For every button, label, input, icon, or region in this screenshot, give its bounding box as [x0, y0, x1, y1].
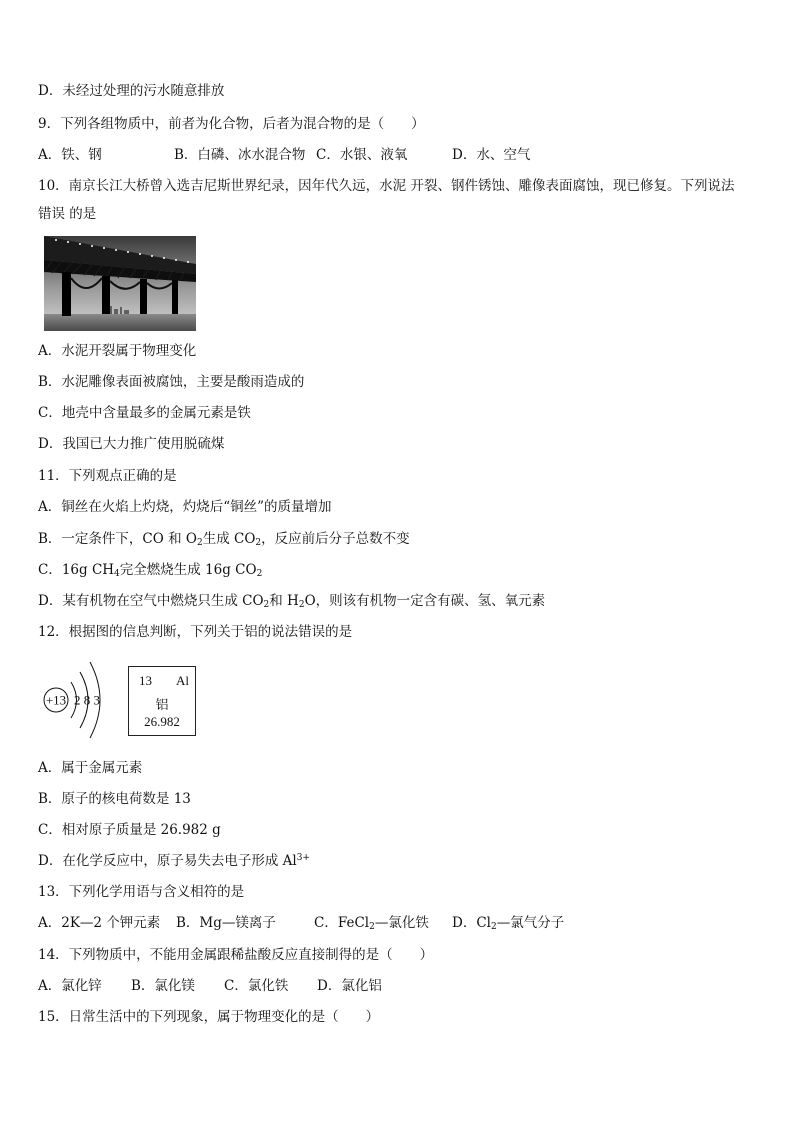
- q12-option-d: [38, 852, 310, 870]
- q9-option-b: B．白磷、冰水混合物: [174, 147, 306, 163]
- q14-option-d: D．氯化铝: [317, 978, 382, 994]
- q12-option-c: C．相对原子质量是 26.982 g: [38, 822, 221, 838]
- q13-c-text-1: C．FeCl: [314, 915, 370, 931]
- q11-d-text-1: D．某有机物在空气中燃烧只生成 CO: [38, 593, 264, 609]
- q10-option-b: B．水泥雕像表面被腐蚀，主要是酸雨造成的: [38, 374, 305, 390]
- aluminum-atom-structure-diagram: [40, 652, 120, 747]
- q12-option-b: B．原子的核电荷数是 13: [38, 791, 191, 807]
- q12-d-superscript: 3+: [296, 853, 310, 863]
- q11-option-c: [38, 561, 262, 579]
- q14-option-a: A．氯化锌: [38, 978, 102, 994]
- q14-option-c: C．氯化铁: [224, 978, 289, 994]
- q13-c-text-2: —氯化铁: [374, 915, 429, 931]
- q10-stem-line2: 错误 的是: [38, 206, 97, 222]
- q11-b-subscript-2: 2: [255, 538, 262, 548]
- q11-d-text-2: 和 H: [269, 593, 299, 609]
- q11-c-subscript-2: 2: [256, 569, 263, 579]
- q13-option-a: A．2K—2 个钾元素: [38, 915, 161, 931]
- q11-c-text-1: C．16g CH: [38, 562, 115, 578]
- q11-b-text-1: B．一定条件下，CO 和 O: [38, 531, 197, 547]
- q11-d-text-3: O，则该有机物一定含有碳、氢、氧元素: [304, 593, 546, 609]
- q11-d-subscript-2: 2: [298, 600, 305, 610]
- q13-options: [38, 914, 564, 932]
- q13-option-c: [314, 914, 452, 932]
- q9-stem: 9．下列各组物质中，前者为化合物，后者为混合物的是（ ）: [38, 116, 425, 132]
- q13-option-d: [452, 914, 564, 932]
- atom-electron-shells: 2 8 3: [74, 692, 100, 708]
- q11-option-a: A．铜丝在火焰上灼烧，灼烧后“铜丝”的质量增加: [38, 499, 332, 515]
- element-info-card: [128, 666, 196, 736]
- q13-d-text-1: D．Cl: [452, 915, 491, 931]
- q10-option-a: A．水泥开裂属于物理变化: [38, 343, 197, 359]
- q14-options: [38, 977, 382, 995]
- q11-option-b: [38, 530, 410, 548]
- element-name: 铝: [155, 698, 169, 713]
- q14-option-b: B．氯化镁: [131, 978, 195, 994]
- q8-option-d: D．未经过处理的污水随意排放: [38, 83, 225, 99]
- q13-stem: 13．下列化学用语与含义相符的是: [38, 884, 245, 900]
- q10-stem-line1: 10．南京长江大桥曾入选吉尼斯世界纪录，因年代久远，水泥 开裂、钢件锈蚀、雕像表面腐蚀，现已修复。下列说法: [38, 178, 735, 194]
- q11-c-subscript-1: 4: [114, 569, 120, 579]
- q12-stem: 12．根据图的信息判断，下列关于铝的说法错误的是: [38, 624, 353, 640]
- q11-d-subscript-1: 2: [263, 600, 270, 610]
- q9-option-a: A．铁、钢: [38, 147, 102, 163]
- element-atomic-number: 13: [139, 673, 152, 688]
- q9-options: [38, 146, 530, 164]
- q13-c-subscript: 2: [369, 922, 375, 932]
- q11-b-text-3: ，反应前后分子总数不变: [261, 531, 410, 547]
- q11-b-text-2: 生成 CO: [202, 531, 256, 547]
- q12-d-text: D．在化学反应中，原子易失去电子形成 Al: [38, 853, 297, 869]
- q13-d-text-2: —氯气分子: [496, 915, 565, 931]
- q11-stem: 11．下列观点正确的是: [38, 468, 177, 484]
- q13-option-b: B．Mg—镁离子: [176, 915, 276, 931]
- q10-option-d: D．我国已大力推广使用脱硫煤: [38, 436, 225, 452]
- q11-option-d: [38, 592, 545, 610]
- bridge-photo: [44, 236, 196, 331]
- q10-option-c: C．地壳中含量最多的金属元素是铁: [38, 405, 251, 421]
- q11-c-text-2: 完全燃烧生成 16g CO: [119, 562, 257, 578]
- q14-stem: 14．下列物质中，不能用金属跟稀盐酸反应直接制得的是（ ）: [38, 947, 434, 963]
- element-symbol: Al: [176, 673, 189, 688]
- q9-option-c: C．水银、液氧: [316, 147, 408, 163]
- element-atomic-mass: 26.982: [144, 714, 180, 729]
- q12-option-a: A．属于金属元素: [38, 760, 143, 776]
- q13-d-subscript: 2: [490, 922, 497, 932]
- q11-b-subscript-1: 2: [196, 538, 203, 548]
- q15-stem: 15．日常生活中的下列现象，属于物理变化的是（ ）: [38, 1009, 380, 1025]
- q9-option-d: D．水、空气: [452, 147, 531, 163]
- atom-nucleus-charge: +13: [45, 692, 67, 708]
